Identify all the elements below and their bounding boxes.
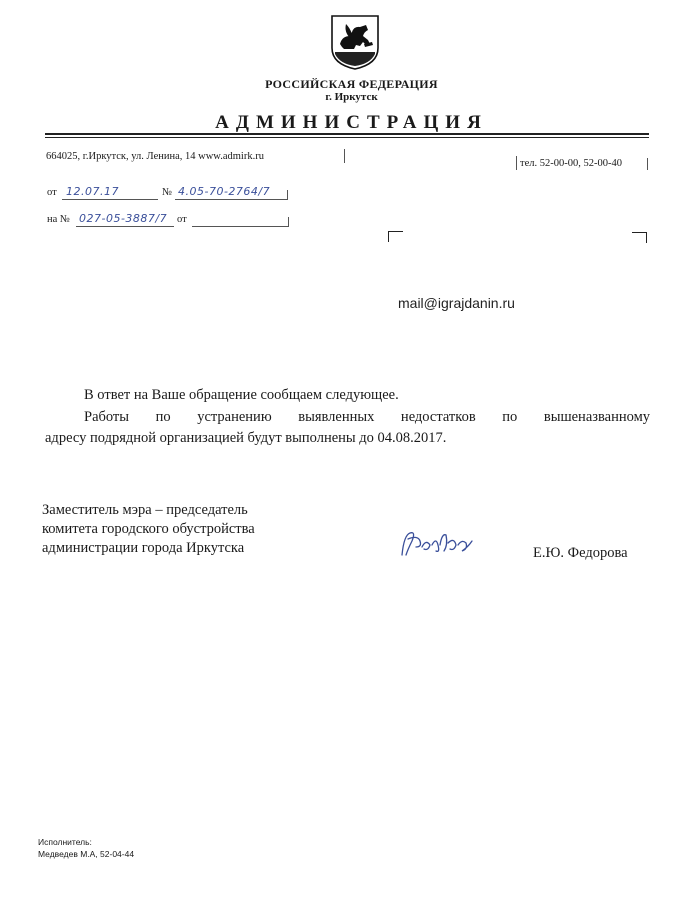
- header-rule-thick: [45, 133, 649, 135]
- reply-number: 027-05-3887/7: [79, 212, 168, 225]
- phone-end-separator: [647, 158, 648, 170]
- body-line-2: Работы по устранению выявленных недостатков по вышеназванному: [84, 409, 650, 425]
- phone-separator: [516, 156, 517, 170]
- signatory-position-line-2: комитета городского обустройства: [42, 521, 255, 537]
- country-name: РОССИЙСКАЯ ФЕДЕРАЦИЯ: [265, 77, 438, 91]
- coat-of-arms-emblem: [330, 14, 380, 70]
- city-name: г. Иркутск: [325, 91, 378, 103]
- reply-date-label: от: [177, 214, 187, 225]
- reply-number-label: на №: [47, 214, 70, 225]
- date-label: от: [47, 187, 57, 198]
- number-underline: [175, 199, 287, 200]
- outgoing-date: 12.07.17: [66, 185, 119, 198]
- header-rule-thin: [45, 137, 649, 138]
- reply-number-underline: [76, 226, 174, 227]
- organization-address: 664025, г.Иркутск, ул. Ленина, 14 www.admirk.ru: [46, 151, 264, 162]
- executor-label: Исполнитель:: [38, 837, 92, 847]
- number-label: №: [162, 187, 173, 198]
- addressee-corner-right: [632, 232, 647, 243]
- signatory-position-line-3: администрации города Иркутска: [42, 540, 245, 556]
- address-separator: [344, 149, 345, 163]
- recipient-email: mail@igrajdanin.ru: [398, 295, 515, 311]
- reply-date-field-end: [288, 217, 289, 227]
- outgoing-number: 4.05-70-2764/7: [178, 185, 271, 198]
- executor-details: Медведев М.А, 52-04-44: [38, 849, 135, 859]
- addressee-corner-left: [388, 231, 403, 242]
- body-line-3: адресу подрядной организацией будут выполнены до 04.08.2017.: [45, 430, 447, 446]
- organization-phone: тел. 52-00-00, 52-00-40: [520, 158, 622, 169]
- organization-title: АДМИНИСТРАЦИЯ: [215, 112, 488, 133]
- handwritten-signature: [398, 525, 480, 565]
- date-underline: [62, 199, 158, 200]
- signatory-name: Е.Ю. Федорова: [533, 545, 628, 561]
- number-field-end: [287, 190, 288, 200]
- signatory-position-line-1: Заместитель мэра – председатель: [42, 502, 248, 518]
- reply-date-underline: [192, 226, 288, 227]
- body-line-1: В ответ на Ваше обращение сообщаем следующее.: [84, 387, 399, 403]
